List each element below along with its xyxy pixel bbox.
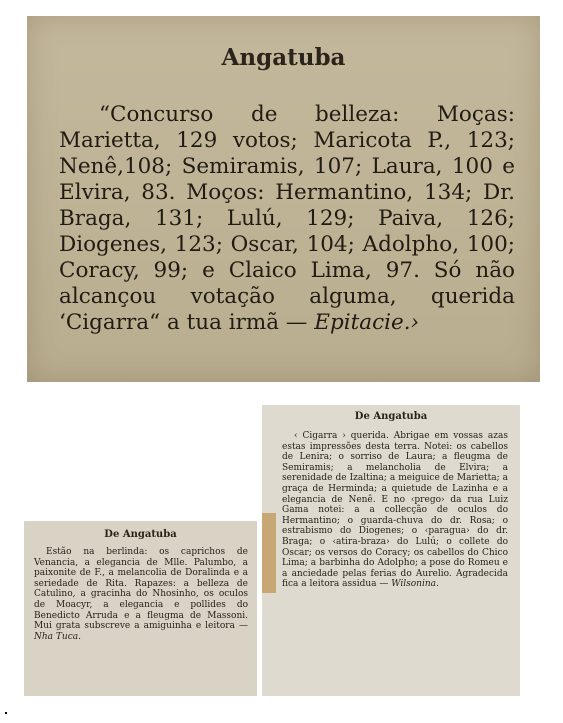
clipping-top-title: Angatuba [221, 44, 346, 71]
clipping-left-text [34, 547, 248, 642]
clipping-top-body: “Concurso de belleza: Moças: Marietta, 129 votos; Maricota P., 123; Nenê,108; Semiramis, 107; Laura, 100 e Elvira, 83. Moços: Hermantino, 134; Dr. Braga, 131; Lulú, 129; Paiva, 126; Diogenes, 123; Oscar, 104; Adolpho, 100; Coracy, 99; e Claico Lima, 97. Só não alcançou votação alguma, querida ‘Cigarra“ a tua irmã — [59, 102, 515, 335]
clipping-right-signature: Wilsonina. [391, 579, 439, 590]
paper-edge-strip [262, 513, 276, 593]
clipping-right-body: ‹ Cigarra › querida. Abrigae em vossas azas estas impressões desta terra. Notei: os cabellos de Lenira; o sorriso de Laura; a fleugma de Semiramis; a melancholia de Elvira; a serenidade de Izaltina; a meiguice de Marietta; a graça de Herminda; a quietude de Lazinha e a elegancia de Nenê. E no ‹prego› da rua Luiz Gama notei: a a collecção de oculos do Hermantino; o guarda-chuva do dr. Rosa; o estrabismo do Diogenes; o ‹paragua› do dr. Braga; o ‹atira-braza› do Lulú; o collete do Oscar; os versos do Coracy; os cabellos do Chico Lima; a barbinha do Adolpho; a pose do Romeu e a anciedade pelas ferias do Aurelio. Agradecida fica a leitora assidua — [282, 431, 508, 590]
page-dot [5, 712, 7, 714]
clipping-right-text [282, 431, 508, 590]
clipping-left-signature: Nha Tuca. [34, 631, 81, 642]
clipping-top-signature: Epitacie.› [314, 310, 420, 335]
clipping-left-body: Estão na berlinda: os caprichos de Venancia, a elegancia de Mlle. Palumbo, a paixonite de F., a melancolia de Doralinda e a seriedade de Rita. Rapazes: a belleza de Catulino, a gracinha do Nhosinho, os oculos de Moacyr, a elegancia e pollides do Benedicto Arruda e a fleugma de Massoni. Mui grata subscreve a amiguinha e leitora — [34, 547, 248, 632]
clipping-left-title: De Angatuba [104, 529, 177, 540]
clipping-right [262, 405, 520, 696]
clipping-top [27, 16, 540, 382]
clipping-top-text [59, 102, 515, 336]
clipping-right-title: De Angatuba [354, 411, 428, 422]
clipping-left [24, 521, 257, 696]
